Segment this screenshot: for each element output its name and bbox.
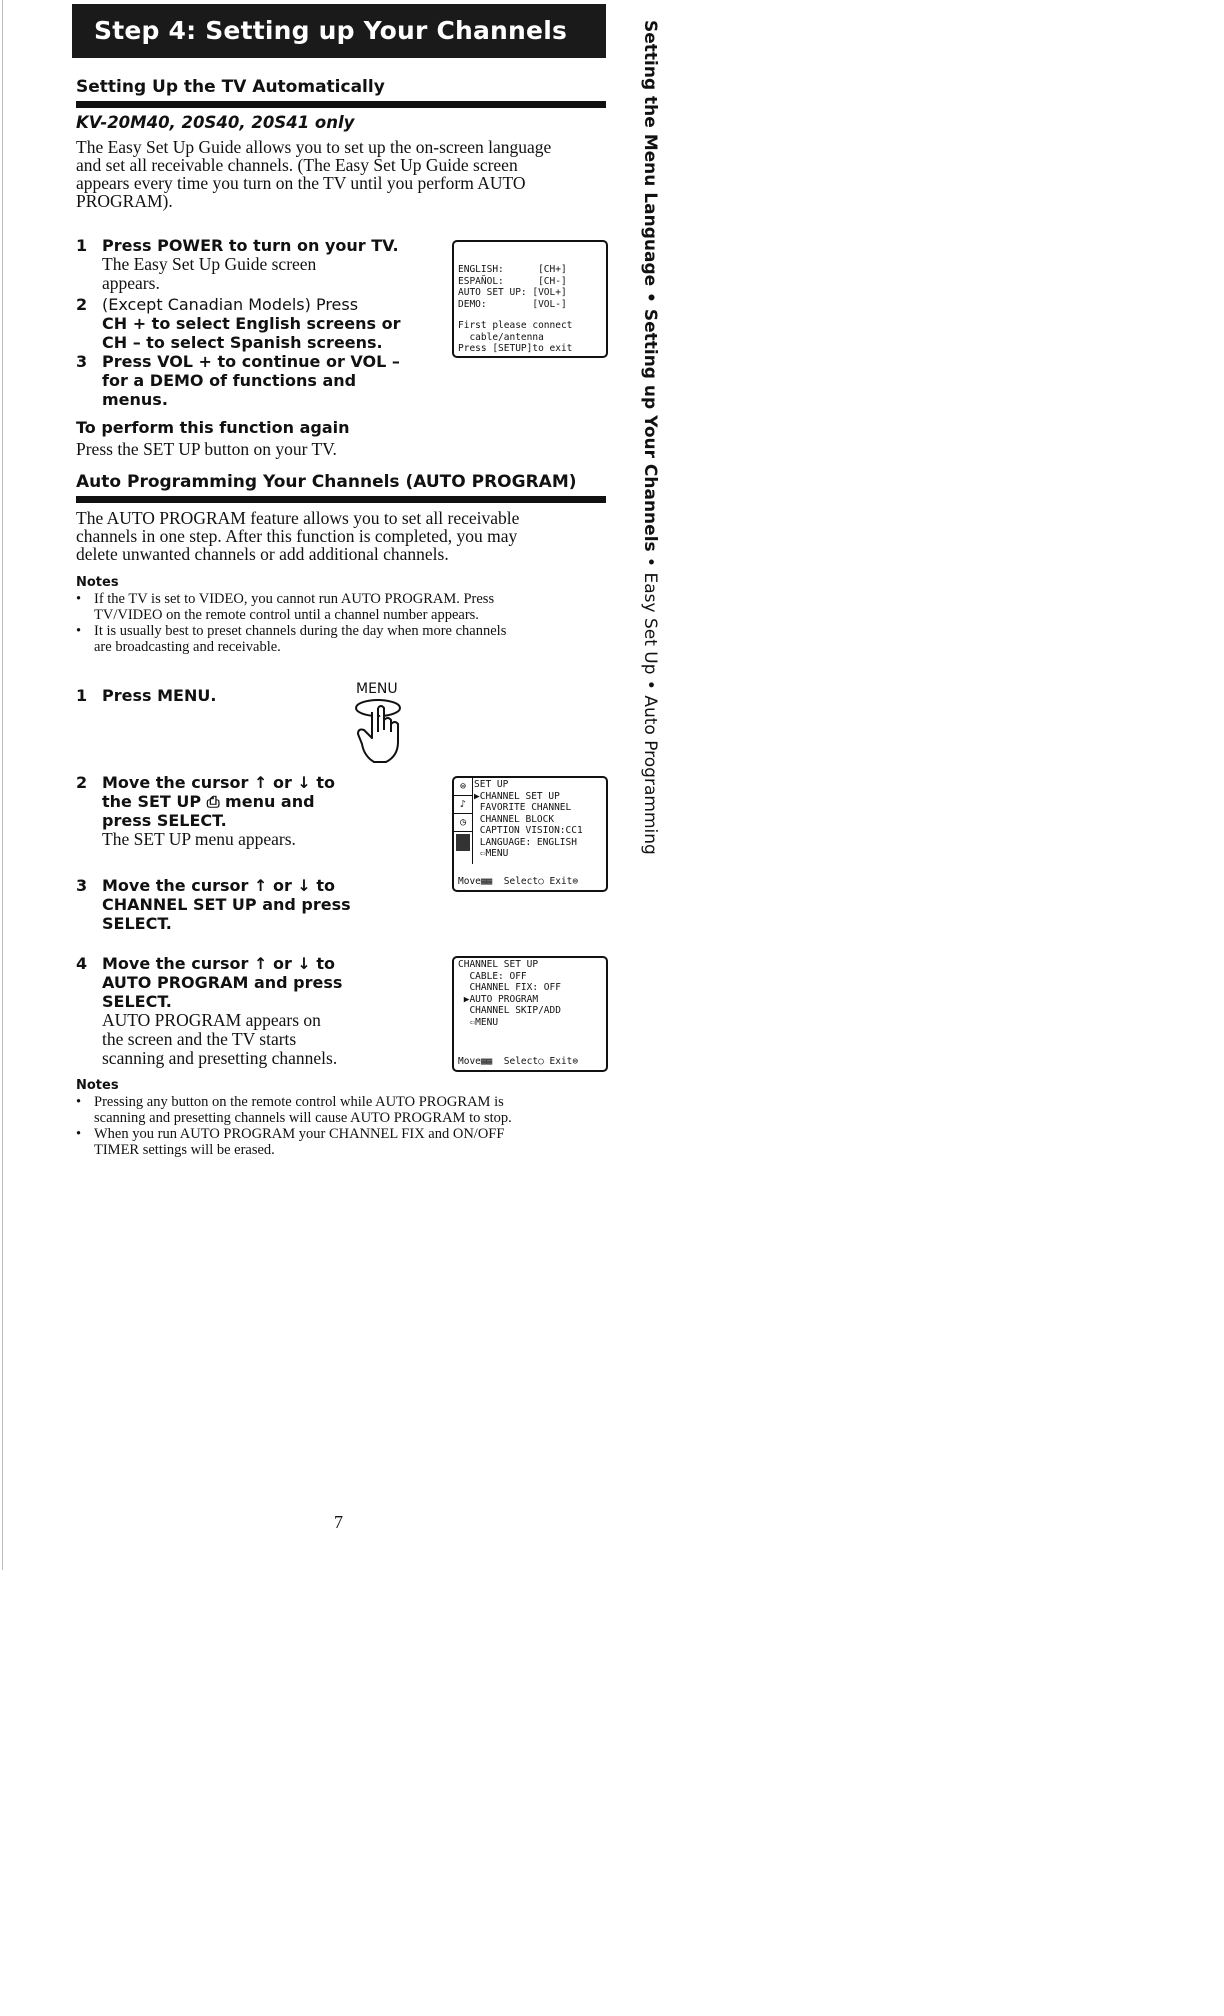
step-number: 3 xyxy=(76,352,88,371)
screen-row: ⇦MENU xyxy=(458,1016,499,1028)
screen-row: CHANNEL SKIP/ADD xyxy=(458,1005,561,1016)
note-line: scanning and presetting channels will cause AUTO PROGRAM to stop. xyxy=(94,1110,512,1126)
step-instruction: CHANNEL SET UP and press xyxy=(102,895,351,914)
step-instruction: CH + to select English screens or xyxy=(102,314,401,333)
screen-row: ⇦MENU xyxy=(474,848,509,859)
note-item: • Pressing any button on the remote control while AUTO PROGRAM is scanning and presetting channels will cause AUTO PROGRAM to stop. xyxy=(76,1094,616,1126)
section-heading-auto-program: Auto Programming Your Channels (AUTO PROGRAM) xyxy=(76,472,577,492)
intro-line: delete unwanted channels or add additional channels. xyxy=(76,544,449,564)
step-result: The Easy Set Up Guide screen xyxy=(102,254,317,274)
notes-heading: Notes xyxy=(76,575,119,590)
section1-intro xyxy=(76,138,616,210)
screen-row: CAPTION VISION:CC1 xyxy=(474,825,583,836)
step-number: 1 xyxy=(76,686,88,705)
notes-list xyxy=(76,1094,616,1158)
step-2 xyxy=(76,295,416,352)
side-tab xyxy=(640,20,680,860)
note-line: If the TV is set to VIDEO, you cannot run AUTO PROGRAM. Press xyxy=(94,591,495,607)
step-instruction: Move the cursor ↑ or ↓ to xyxy=(102,954,336,973)
screen-row: ESPAÑOL: [CH-] xyxy=(458,275,567,287)
step-instruction: Press POWER to turn on your TV. xyxy=(102,236,399,255)
screen-row: AUTO SET UP: [VOL+] xyxy=(458,287,567,298)
program-step-4 xyxy=(76,954,392,1068)
step-instruction: Move the cursor ↑ or ↓ to xyxy=(102,773,336,792)
intro-line: and set all receivable channels. (The Easy Set Up Guide screen xyxy=(76,155,518,175)
screen-footer: Move▦▦ Select○ Exit⊜ xyxy=(458,875,579,887)
side-tab-bold: Setting the Menu Language • Setting up Your Channels xyxy=(640,20,660,552)
step-instruction: SELECT. xyxy=(102,914,172,933)
side-tab-text xyxy=(640,20,660,855)
step-instruction: for a DEMO of functions and menus. xyxy=(102,371,357,409)
note-line: TIMER settings will be erased. xyxy=(94,1142,275,1158)
screen-footer: Move▦▦ Select○ Exit⊜ xyxy=(458,1055,579,1067)
page-title: Step 4: Setting up Your Channels xyxy=(72,4,606,58)
intro-line: The AUTO PROGRAM feature allows you to set all receivable xyxy=(76,508,520,528)
screen-row: CABLE: OFF xyxy=(458,970,527,982)
step-instruction: Move the cursor ↑ or ↓ to xyxy=(102,876,336,895)
video-menu-icon xyxy=(456,834,470,851)
note-line: are broadcasting and receivable. xyxy=(94,639,281,655)
screen-row: First please connect xyxy=(458,320,573,331)
step-instruction: AUTO PROGRAM and press xyxy=(102,973,343,992)
binding-edge xyxy=(2,0,3,1570)
step-1 xyxy=(76,236,416,293)
notes-list xyxy=(76,591,616,655)
audio-menu-icon: ♪ xyxy=(454,796,472,814)
repeat-text: Press the SET UP button on your TV. xyxy=(76,439,337,459)
screen-row: cable/antenna xyxy=(458,331,544,343)
step-instruction: SELECT. xyxy=(102,992,172,1011)
screen-row: DEMO: [VOL-] xyxy=(458,298,567,310)
note-line: When you run AUTO PROGRAM your CHANNEL FIX and ON/OFF xyxy=(94,1126,505,1142)
repeat-heading: To perform this function again xyxy=(76,418,350,437)
page-number: 7 xyxy=(334,1512,343,1532)
step-result: The SET UP menu appears. xyxy=(102,829,296,849)
step-result: the screen and the TV starts xyxy=(102,1029,297,1049)
step-instruction: (Except Canadian Models) Press xyxy=(102,295,359,314)
step-number: 2 xyxy=(76,295,88,314)
section-heading-auto-setup: Setting Up the TV Automatically xyxy=(76,77,385,97)
step-number: 3 xyxy=(76,876,88,895)
channel-setup-screen xyxy=(452,956,608,1072)
note-line: TV/VIDEO on the remote control until a channel number appears. xyxy=(94,607,479,623)
notes-heading: Notes xyxy=(76,1078,119,1093)
setup-menu-icon: ⊜ xyxy=(454,778,472,796)
step-3 xyxy=(76,352,416,409)
step-number: 2 xyxy=(76,773,88,792)
program-step-2 xyxy=(76,773,362,849)
step-instruction: press SELECT. xyxy=(102,811,227,830)
heading-rule xyxy=(76,496,606,503)
screen-row: CHANNEL BLOCK xyxy=(474,813,555,825)
screen-row: SET UP xyxy=(474,779,509,790)
note-item: • When you run AUTO PROGRAM your CHANNEL FIX and ON/OFF TIMER settings will be erased. xyxy=(76,1126,616,1158)
step-number: 1 xyxy=(76,236,88,255)
note-line: Pressing any button on the remote control while AUTO PROGRAM is xyxy=(94,1094,504,1110)
easy-setup-screen xyxy=(452,240,608,358)
intro-line: The Easy Set Up Guide allows you to set up the on-screen language xyxy=(76,137,552,157)
intro-line: channels in one step. After this function is completed, you may xyxy=(76,526,518,546)
step-result: scanning and presetting channels. xyxy=(102,1048,338,1068)
screen-row: ENGLISH: [CH+] xyxy=(458,264,567,275)
step-number: 4 xyxy=(76,954,88,973)
heading-rule xyxy=(76,101,606,108)
step-instruction: Press VOL + to continue or VOL – xyxy=(102,352,400,371)
screen-row: ▶CHANNEL SET UP xyxy=(474,790,560,802)
step-instruction: the SET UP ⎙ menu and xyxy=(102,792,315,811)
note-item: • It is usually best to preset channels during the day when more channels are broadcasting and receivable. xyxy=(76,623,616,655)
hand-pressing-menu-icon xyxy=(354,698,410,770)
step-result: appears. xyxy=(102,273,160,293)
screen-row: CHANNEL FIX: OFF xyxy=(458,982,561,993)
step-result: AUTO PROGRAM appears on xyxy=(102,1010,321,1030)
note-item: • If the TV is set to VIDEO, you cannot run AUTO PROGRAM. Press TV/VIDEO on the remote control until a channel number appears. xyxy=(76,591,616,623)
setup-menu-screen xyxy=(452,776,608,892)
screen-row: Press [SETUP]to exit xyxy=(458,343,573,354)
screen-row: CHANNEL SET UP xyxy=(458,959,539,970)
timer-menu-icon: ◷ xyxy=(454,814,472,832)
side-tab-plain: • Easy Set Up • Auto Programming xyxy=(640,551,660,855)
step-instruction: Press MENU. xyxy=(102,686,217,705)
intro-line: PROGRAM). xyxy=(76,191,173,211)
section2-intro xyxy=(76,509,616,563)
program-step-3 xyxy=(76,876,362,933)
program-step-1 xyxy=(76,686,216,705)
menu-icon-column xyxy=(454,778,473,864)
intro-line: appears every time you turn on the TV until you perform AUTO xyxy=(76,173,526,193)
screen-row: FAVORITE CHANNEL xyxy=(474,802,572,813)
screen-row: LANGUAGE: ENGLISH xyxy=(474,836,577,848)
screen-row: ▶AUTO PROGRAM xyxy=(458,993,539,1005)
setup-steps xyxy=(76,236,416,409)
model-list: KV-20M40, 20S40, 20S41 only xyxy=(76,113,355,132)
note-line: It is usually best to preset channels during the day when more channels xyxy=(94,623,507,639)
step-instruction: CH – to select Spanish screens. xyxy=(102,333,383,352)
menu-button-label: MENU xyxy=(356,681,398,697)
